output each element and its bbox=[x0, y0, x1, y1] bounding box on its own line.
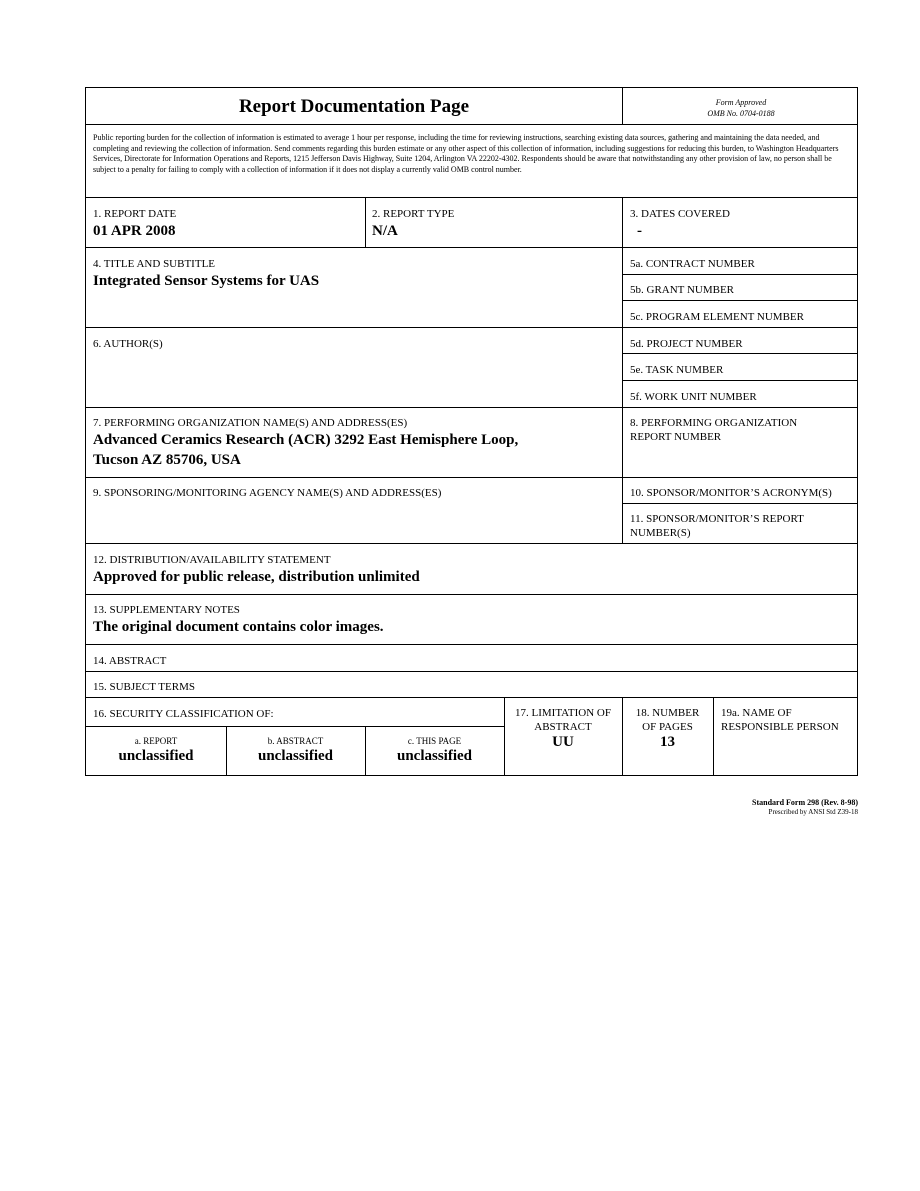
project-number-label: 5d. PROJECT NUMBER bbox=[630, 338, 743, 350]
limitation-label-line1: 17. LIMITATION OF bbox=[515, 707, 611, 719]
performing-org-report-number-label-line1: 8. PERFORMING ORGANIZATION bbox=[630, 417, 798, 429]
this-page-class-value: unclassified bbox=[396, 748, 472, 764]
dates-covered-label: 3. DATES COVERED bbox=[630, 208, 730, 220]
row-report-date bbox=[86, 197, 858, 247]
page-title: Report Documentation Page bbox=[238, 96, 470, 117]
divider bbox=[622, 477, 623, 543]
report-type-label: 2. REPORT TYPE bbox=[372, 208, 455, 220]
title-subtitle-value: Integrated Sensor Systems for UAS bbox=[93, 273, 320, 289]
divider bbox=[713, 697, 714, 775]
performing-org-report-number-label-line2: REPORT NUMBER bbox=[630, 431, 722, 443]
divider bbox=[622, 274, 858, 275]
sponsor-report-number-label-line2: NUMBER(S) bbox=[630, 527, 691, 539]
contract-number-label: 5a. CONTRACT NUMBER bbox=[630, 258, 755, 270]
burden-statement: Public reporting burden for the collection of information is estimated to average 1 hour per response, including the time for reviewing instructions, searching existing data sources, gathering and maintaining the data needed, and completing and reviewing the collection of information. Send comments regarding this burden estimate or any other aspect of this collection of information, including suggestions for reducing this burden, to Washington Headquarters Services, Directorate for Information Operations and Reports, 1215 Jefferson Davis Highway, Suite 1204, Arlington VA 22202-4302. Respondents should be aware that notwithstanding any other provision of law, no person shall be subject to a penalty for failing to comply with a collection of information if it does not display a currently valid OMB control number. bbox=[93, 133, 839, 174]
divider bbox=[622, 197, 623, 247]
omb-box bbox=[622, 88, 858, 124]
abstract-class-label: b. ABSTRACT bbox=[267, 736, 324, 746]
report-date-value: 01 APR 2008 bbox=[93, 223, 176, 239]
security-classification-label: 16. SECURITY CLASSIFICATION OF: bbox=[93, 708, 274, 720]
divider bbox=[622, 353, 858, 354]
supplementary-notes-label: 13. SUPPLEMENTARY NOTES bbox=[93, 604, 240, 616]
supplementary-notes-value: The original document contains color images. bbox=[93, 619, 384, 635]
number-of-pages-value: 13 bbox=[660, 734, 675, 750]
task-number-label: 5e. TASK NUMBER bbox=[630, 364, 724, 376]
limitation-label-line2: ABSTRACT bbox=[534, 721, 592, 733]
sponsoring-agency-label: 9. SPONSORING/MONITORING AGENCY NAME(S) AND ADDRESS(ES) bbox=[93, 487, 442, 499]
divider bbox=[86, 726, 504, 727]
prescribed-by: Prescribed by ANSI Std Z39-18 bbox=[768, 808, 858, 816]
divider bbox=[622, 503, 858, 504]
title-subtitle-label: 4. TITLE AND SUBTITLE bbox=[93, 258, 216, 270]
omb-number: OMB No. 0704-0188 bbox=[707, 109, 775, 118]
report-type-value: N/A bbox=[372, 223, 398, 239]
program-element-number-label: 5c. PROGRAM ELEMENT NUMBER bbox=[630, 311, 804, 323]
limitation-of-abstract-label bbox=[504, 706, 622, 734]
divider bbox=[622, 380, 858, 381]
pages-label-line1: 18. NUMBER bbox=[635, 707, 700, 719]
abstract-class-value: unclassified bbox=[257, 748, 333, 764]
distribution-label: 12. DISTRIBUTION/AVAILABILITY STATEMENT bbox=[93, 554, 331, 566]
divider bbox=[622, 300, 858, 301]
sponsor-report-number-label-line1: 11. SPONSOR/MONITOR’S REPORT bbox=[630, 513, 804, 525]
work-unit-number-label: 5f. WORK UNIT NUMBER bbox=[630, 391, 757, 403]
distribution-value: Approved for public release, distribution unlimited bbox=[93, 569, 420, 585]
grant-number-label: 5b. GRANT NUMBER bbox=[630, 284, 735, 296]
this-page-class-label: c. THIS PAGE bbox=[407, 736, 462, 746]
sponsor-acronym-label: 10. SPONSOR/MONITOR’S ACRONYM(S) bbox=[630, 487, 832, 499]
pages-label-line2: OF PAGES bbox=[642, 721, 693, 733]
responsible-person-label-line2: RESPONSIBLE PERSON bbox=[721, 721, 839, 733]
authors-label: 6. AUTHOR(S) bbox=[93, 338, 163, 350]
divider bbox=[365, 197, 366, 247]
responsible-person-label-line1: 19a. NAME OF bbox=[721, 707, 792, 719]
form-approved-label: Form Approved bbox=[715, 98, 767, 107]
number-of-pages-label bbox=[622, 706, 713, 734]
report-date-label: 1. REPORT DATE bbox=[93, 208, 177, 220]
performing-org-label: 7. PERFORMING ORGANIZATION NAME(S) AND ADDRESS(ES) bbox=[93, 417, 408, 429]
performing-org-value-line1: Advanced Ceramics Research (ACR) 3292 East Hemisphere Loop, bbox=[93, 432, 519, 448]
form-footer bbox=[752, 798, 858, 817]
dates-covered-value: - bbox=[637, 223, 642, 239]
abstract-label: 14. ABSTRACT bbox=[93, 655, 167, 667]
report-class-label: a. REPORT bbox=[134, 736, 178, 746]
standard-form-name: Standard Form 298 (Rev. 8-98) bbox=[752, 798, 858, 807]
divider bbox=[622, 407, 623, 477]
subject-terms-label: 15. SUBJECT TERMS bbox=[93, 681, 195, 693]
performing-org-value-line2: Tucson AZ 85706, USA bbox=[93, 452, 241, 468]
row-abstract bbox=[86, 644, 858, 671]
divider bbox=[622, 327, 623, 407]
report-documentation-form bbox=[85, 87, 858, 776]
limitation-of-abstract-value: UU bbox=[552, 734, 574, 750]
report-class-value: unclassified bbox=[118, 748, 194, 764]
divider bbox=[622, 247, 623, 327]
row-subject-terms bbox=[86, 671, 858, 697]
